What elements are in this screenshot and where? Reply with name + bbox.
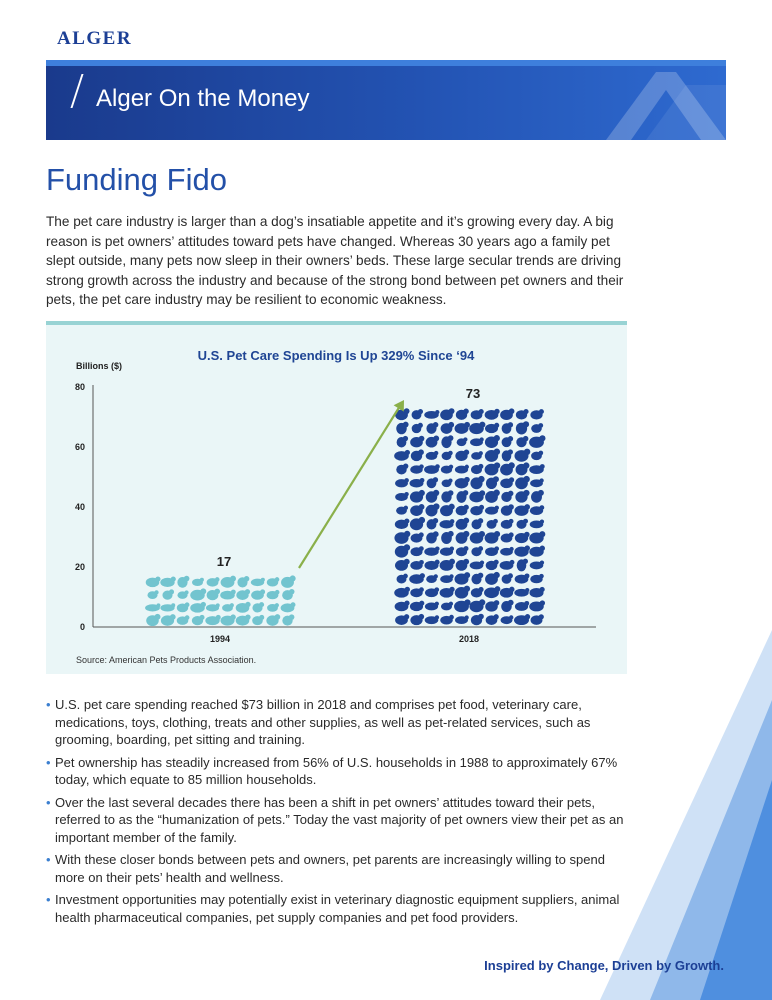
pet-silhouette-head bbox=[275, 603, 279, 607]
pet-silhouette-head bbox=[538, 490, 544, 496]
pet-silhouette-head bbox=[245, 614, 250, 619]
pet-silhouette-head bbox=[418, 449, 424, 455]
pet-silhouette-head bbox=[184, 590, 188, 594]
pet-silhouette-head bbox=[419, 532, 424, 537]
pet-silhouette-head bbox=[510, 560, 515, 565]
pet-silhouette-head bbox=[494, 546, 499, 551]
pet-silhouette-head bbox=[539, 478, 543, 482]
pet-silhouette-head bbox=[433, 477, 438, 482]
pet-silhouette-head bbox=[404, 559, 410, 565]
pet-silhouette-head bbox=[275, 577, 280, 582]
bullet-dot: • bbox=[46, 754, 51, 770]
pet-silhouette-head bbox=[449, 602, 453, 606]
pet-silhouette-head bbox=[478, 518, 483, 523]
bullet-item: • Pet ownership has steadily increased from 56% of U.S. households in 1988 to approximately 67% today, which equate to 85 million households. bbox=[46, 754, 618, 787]
pet-silhouette-head bbox=[435, 560, 440, 565]
bullet-dot: • bbox=[46, 852, 51, 867]
pet-silhouette-head bbox=[524, 573, 529, 578]
pet-silhouette-head bbox=[259, 602, 264, 607]
pet-silhouette-head bbox=[540, 600, 545, 605]
pet-silhouette-head bbox=[448, 451, 453, 456]
pet-silhouette-head bbox=[464, 450, 470, 456]
pet-silhouette-head bbox=[540, 560, 544, 564]
pet-silhouette-head bbox=[154, 590, 158, 594]
alger-logo: ALGER bbox=[57, 28, 133, 49]
pet-silhouette-head bbox=[509, 532, 514, 537]
pet-silhouette-head bbox=[433, 490, 439, 496]
y-tick-label: 40 bbox=[74, 502, 85, 512]
pet-silhouette-head bbox=[200, 578, 204, 582]
pet-silhouette-head bbox=[539, 505, 544, 510]
pet-silhouette-head bbox=[479, 490, 485, 496]
pet-silhouette-head bbox=[450, 519, 455, 524]
pet-silhouette-head bbox=[215, 577, 220, 582]
pet-silhouette-head bbox=[448, 478, 452, 482]
pet-silhouette-head bbox=[259, 615, 264, 620]
pet-silhouette-head bbox=[494, 409, 499, 414]
pet-silhouette-head bbox=[289, 589, 294, 594]
y-tick-label: 20 bbox=[74, 562, 85, 572]
pet-silhouette-head bbox=[418, 423, 423, 428]
chart-title: U.S. Pet Care Spending Is Up 329% Since ‘94 bbox=[197, 348, 475, 363]
pet-silhouette-head bbox=[230, 603, 234, 607]
pet-silhouette-head bbox=[170, 614, 176, 620]
pet-silhouette-head bbox=[171, 577, 176, 582]
pet-silhouette-head bbox=[523, 436, 529, 442]
pet-silhouette-head bbox=[275, 590, 280, 595]
pet-silhouette-head bbox=[231, 590, 236, 595]
data-label-1994: 17 bbox=[216, 554, 232, 569]
pet-silhouette-head bbox=[156, 603, 160, 607]
pet-silhouette-head bbox=[509, 615, 513, 619]
pet-silhouette-head bbox=[230, 576, 236, 582]
y-tick-label: 80 bbox=[74, 382, 85, 392]
pet-silhouette-head bbox=[523, 559, 528, 564]
pet-silhouette-head bbox=[434, 451, 438, 455]
pet-silhouette-head bbox=[434, 587, 439, 592]
pet-silhouette-head bbox=[509, 547, 513, 551]
pet-silhouette-head bbox=[463, 518, 469, 524]
pet-silhouette-head bbox=[433, 436, 439, 442]
pet-silhouette-head bbox=[419, 546, 424, 551]
pet-silhouette-head bbox=[433, 518, 438, 523]
pet-silhouette-head bbox=[448, 531, 454, 537]
pet-silhouette-head bbox=[435, 547, 440, 552]
pet-silhouette-head bbox=[419, 601, 424, 606]
pet-silhouette-head bbox=[523, 476, 530, 483]
pet-silhouette-head bbox=[404, 544, 411, 551]
pet-silhouette-head bbox=[539, 574, 544, 579]
y-tick-label: 0 bbox=[79, 622, 85, 632]
pet-silhouette-head bbox=[478, 614, 484, 620]
pet-silhouette-head bbox=[403, 574, 408, 579]
pet-silhouette-head bbox=[419, 587, 424, 592]
pet-silhouette-head bbox=[420, 573, 425, 578]
pet-silhouette-head bbox=[478, 587, 483, 592]
pet-silhouette-head bbox=[494, 435, 500, 441]
pet-silhouette-head bbox=[244, 576, 250, 582]
intro-paragraph: The pet care industry is larger than a dog’s insatiable appetite and it’s growing every day. A big reason is pet owners’ attitudes toward pets have changed. Whereas 30 years ago a family pet slept outside, many pets now sleep in their owners’ beds. These large secular trends are driving strong growth across the industry and because of the strong bond between pet owners and their pets, the pet care industry may be resilient to economic weakness. bbox=[46, 214, 624, 307]
pet-silhouette-head bbox=[155, 614, 161, 620]
pet-silhouette-head bbox=[478, 573, 484, 579]
pet-silhouette-head bbox=[405, 450, 410, 455]
pet-silhouette-head bbox=[523, 519, 528, 524]
pet-silhouette-head bbox=[495, 506, 499, 510]
pet-silhouette-head bbox=[216, 603, 220, 607]
bullet-item: • With these closer bonds between pets and owners, pet parents are increasingly willing to spend more on their pets’ health and wellness. bbox=[46, 852, 605, 885]
pet-silhouette-head bbox=[434, 574, 438, 578]
pet-silhouette-head bbox=[479, 451, 483, 455]
pet-silhouette-head bbox=[403, 463, 408, 468]
pet-silhouette-head bbox=[479, 505, 484, 510]
pet-silhouette-head bbox=[524, 449, 530, 455]
pet-silhouette-head bbox=[261, 578, 265, 582]
pet-silhouette-head bbox=[464, 586, 470, 592]
pet-silhouette-head bbox=[524, 532, 530, 538]
pet-silhouette-head bbox=[508, 600, 514, 606]
pet-silhouette-head bbox=[479, 531, 485, 537]
pet-silhouette-head bbox=[539, 435, 545, 441]
pet-silhouette-head bbox=[523, 462, 529, 468]
pet-silhouette-head bbox=[404, 492, 408, 496]
pet-silhouette-head bbox=[216, 615, 221, 620]
pet-silhouette-head bbox=[448, 435, 454, 441]
pet-silhouette-head bbox=[509, 519, 514, 524]
pet-silhouette-head bbox=[404, 601, 409, 606]
pet-silhouette-head bbox=[405, 587, 410, 592]
pet-silhouette-head bbox=[525, 588, 529, 592]
pet-silhouette-head bbox=[508, 449, 513, 454]
pet-silhouette-head bbox=[493, 519, 498, 524]
pet-silhouette-head bbox=[508, 573, 513, 578]
pet-silhouette-head bbox=[494, 600, 500, 606]
pet-silhouette-head bbox=[185, 615, 190, 620]
pet-silhouette-head bbox=[418, 409, 423, 414]
pet-silhouette-head bbox=[184, 576, 190, 582]
chart-source: Source: American Pets Products Association. bbox=[76, 655, 257, 665]
pet-silhouette-head bbox=[524, 545, 530, 551]
pet-silhouette-head bbox=[464, 505, 469, 510]
pet-silhouette-head bbox=[245, 589, 250, 594]
pet-silhouette-head bbox=[419, 560, 424, 565]
pet-silhouette-head bbox=[494, 462, 500, 468]
pet-silhouette-head bbox=[493, 490, 500, 497]
pet-silhouette-head bbox=[403, 422, 409, 428]
pet-silhouette-head bbox=[538, 451, 543, 456]
pet-silhouette-head bbox=[508, 422, 513, 427]
pet-silhouette-head bbox=[508, 436, 513, 441]
pet-silhouette-head bbox=[524, 504, 530, 510]
pet-silhouette-head bbox=[433, 531, 439, 537]
pet-silhouette-head bbox=[449, 574, 453, 578]
pet-silhouette-head bbox=[404, 614, 409, 619]
pet-silhouette-head bbox=[493, 572, 499, 578]
pet-silhouette-head bbox=[419, 464, 424, 469]
x-tick-label-1994: 1994 bbox=[209, 634, 231, 644]
pet-silhouette-head bbox=[479, 422, 485, 428]
pet-silhouette-head bbox=[495, 586, 501, 592]
bullet-item: • U.S. pet care spending reached $73 billion in 2018 and comprises pet food, veterinary care, medications, toys, clothing, treats and other supplies, as well as pet-related services, such as grooming, boarding, pet sitting and training. bbox=[46, 697, 591, 747]
pet-silhouette-head bbox=[478, 464, 483, 469]
bar-1994 bbox=[145, 575, 296, 626]
bullet-item: • Over the last several decades there has been a shift in pet owners’ attitudes toward their pets, referred to as the “humanization of pets.” Today the vast majority of pet owners view their pet as an important member of the family. bbox=[46, 794, 624, 845]
bullet-dot: • bbox=[46, 697, 51, 712]
pet-silhouette-head bbox=[449, 615, 454, 620]
pet-silhouette-head bbox=[245, 602, 250, 607]
pet-silhouette-head bbox=[464, 599, 470, 605]
pet-silhouette-head bbox=[479, 599, 485, 605]
bullet-item: • Investment opportunities may potentially exist in veterinary diagnostic equipment suppliers, animal health pharmaceutical companies, pet supply companies and pet food providers. bbox=[46, 892, 620, 925]
pet-silhouette-head bbox=[508, 462, 514, 468]
pet-silhouette-head bbox=[200, 588, 206, 594]
pet-silhouette-head bbox=[539, 531, 545, 537]
pet-silhouette-head bbox=[494, 531, 500, 537]
pet-silhouette-head bbox=[509, 408, 515, 414]
pet-silhouette-head bbox=[435, 410, 439, 414]
chart-panel bbox=[46, 321, 627, 674]
pet-silhouette-head bbox=[540, 464, 545, 469]
x-tick-label-2018: 2018 bbox=[458, 634, 480, 644]
pet-silhouette-head bbox=[404, 519, 409, 524]
pet-silhouette-head bbox=[478, 476, 485, 483]
pet-silhouette-head bbox=[435, 615, 439, 619]
pet-silhouette-head bbox=[465, 465, 469, 469]
pet-silhouette-head bbox=[464, 477, 470, 483]
bullet-dot: • bbox=[46, 794, 51, 810]
pet-silhouette-head bbox=[260, 589, 265, 594]
pet-silhouette-head bbox=[523, 421, 529, 427]
data-label-2018: 73 bbox=[465, 386, 481, 401]
pet-silhouette-head bbox=[449, 547, 454, 552]
pet-silhouette-head bbox=[419, 504, 425, 510]
pet-silhouette-head bbox=[403, 436, 408, 441]
pet-silhouette-head bbox=[524, 601, 529, 606]
page-title: Funding Fido bbox=[46, 162, 227, 197]
pet-silhouette-head bbox=[540, 520, 544, 524]
footer-tagline: Inspired by Change, Driven by Growth. bbox=[484, 958, 724, 973]
pet-silhouette-head bbox=[433, 503, 439, 509]
pet-silhouette-head bbox=[449, 465, 453, 469]
pet-silhouette-head bbox=[435, 464, 440, 469]
pet-silhouette-head bbox=[155, 576, 160, 581]
pet-silhouette-head bbox=[478, 546, 483, 551]
pet-silhouette-head bbox=[449, 408, 455, 414]
pet-silhouette-head bbox=[508, 504, 514, 510]
pet-silhouette-head bbox=[493, 476, 499, 482]
pet-silhouette-head bbox=[449, 504, 455, 510]
pet-silhouette-head bbox=[523, 409, 528, 414]
pet-silhouette-head bbox=[419, 517, 426, 524]
bullet-dot: • bbox=[46, 892, 51, 907]
pet-silhouette-head bbox=[523, 490, 529, 496]
bullet-list bbox=[46, 696, 631, 931]
pet-silhouette-head bbox=[464, 546, 469, 551]
pet-silhouette-head bbox=[464, 422, 470, 428]
pet-silhouette-head bbox=[448, 490, 454, 496]
bar-2018 bbox=[394, 408, 545, 625]
pet-silhouette-head bbox=[404, 478, 409, 483]
pet-silhouette-head bbox=[479, 409, 484, 414]
pet-silhouette-head bbox=[275, 614, 281, 620]
pet-silhouette-head bbox=[448, 422, 454, 428]
pet-silhouette-head bbox=[540, 587, 545, 592]
arrow-shaft bbox=[299, 406, 400, 568]
pet-silhouette-head bbox=[433, 422, 439, 428]
growth-arrow bbox=[299, 400, 404, 568]
pet-silhouette-head bbox=[449, 559, 455, 565]
y-axis-label: Billions ($) bbox=[76, 361, 123, 371]
pet-silhouette-head bbox=[463, 490, 469, 496]
pet-silhouette-head bbox=[463, 437, 467, 441]
pet-silhouette-head bbox=[435, 602, 439, 606]
pet-silhouette-head bbox=[201, 602, 206, 607]
pet-silhouette-head bbox=[508, 491, 514, 497]
pet-silhouette-head bbox=[463, 409, 469, 415]
pet-silhouette-head bbox=[509, 587, 514, 592]
pet-silhouette-head bbox=[464, 572, 470, 578]
pet-silhouette-head bbox=[289, 614, 295, 620]
pet-silhouette-head bbox=[463, 559, 469, 565]
pet-silhouette-head bbox=[169, 589, 174, 594]
bars-group bbox=[145, 386, 545, 626]
pet-silhouette-head bbox=[404, 506, 408, 510]
pet-silhouette-head bbox=[404, 408, 410, 414]
pet-silhouette-head bbox=[494, 614, 499, 619]
pet-silhouette-head bbox=[480, 560, 484, 564]
pet-silhouette-head bbox=[214, 589, 220, 595]
pet-silhouette-head bbox=[539, 614, 544, 619]
pet-silhouette-head bbox=[494, 423, 499, 428]
pet-silhouette-head bbox=[291, 602, 296, 607]
pet-silhouette-head bbox=[449, 587, 454, 592]
pet-silhouette-head bbox=[538, 423, 543, 428]
pet-silhouette-head bbox=[290, 575, 296, 581]
pet-silhouette-head bbox=[465, 615, 469, 619]
pet-silhouette-head bbox=[539, 409, 544, 414]
pet-silhouette-head bbox=[494, 560, 499, 565]
pet-silhouette-head bbox=[171, 603, 175, 607]
pet-silhouette-head bbox=[199, 615, 204, 620]
pet-silhouette-head bbox=[480, 437, 484, 441]
banner-title: Alger On the Money bbox=[96, 85, 310, 112]
pet-silhouette-head bbox=[540, 546, 545, 551]
pet-silhouette-head bbox=[419, 490, 425, 496]
pet-silhouette-head bbox=[525, 614, 530, 619]
header-banner bbox=[46, 60, 726, 140]
pet-silhouette-head bbox=[463, 531, 469, 537]
pet-spending-chart bbox=[46, 325, 627, 678]
pet-silhouette-head bbox=[509, 477, 514, 482]
pet-silhouette-head bbox=[230, 614, 235, 619]
pet-silhouette-head bbox=[420, 478, 425, 483]
pet-silhouette-head bbox=[185, 602, 190, 607]
y-tick-label: 60 bbox=[74, 442, 85, 452]
pet-silhouette-head bbox=[419, 614, 425, 620]
pet-silhouette-head bbox=[494, 448, 501, 455]
pet-silhouette-head bbox=[404, 531, 410, 537]
pet-silhouette-head bbox=[419, 436, 425, 442]
